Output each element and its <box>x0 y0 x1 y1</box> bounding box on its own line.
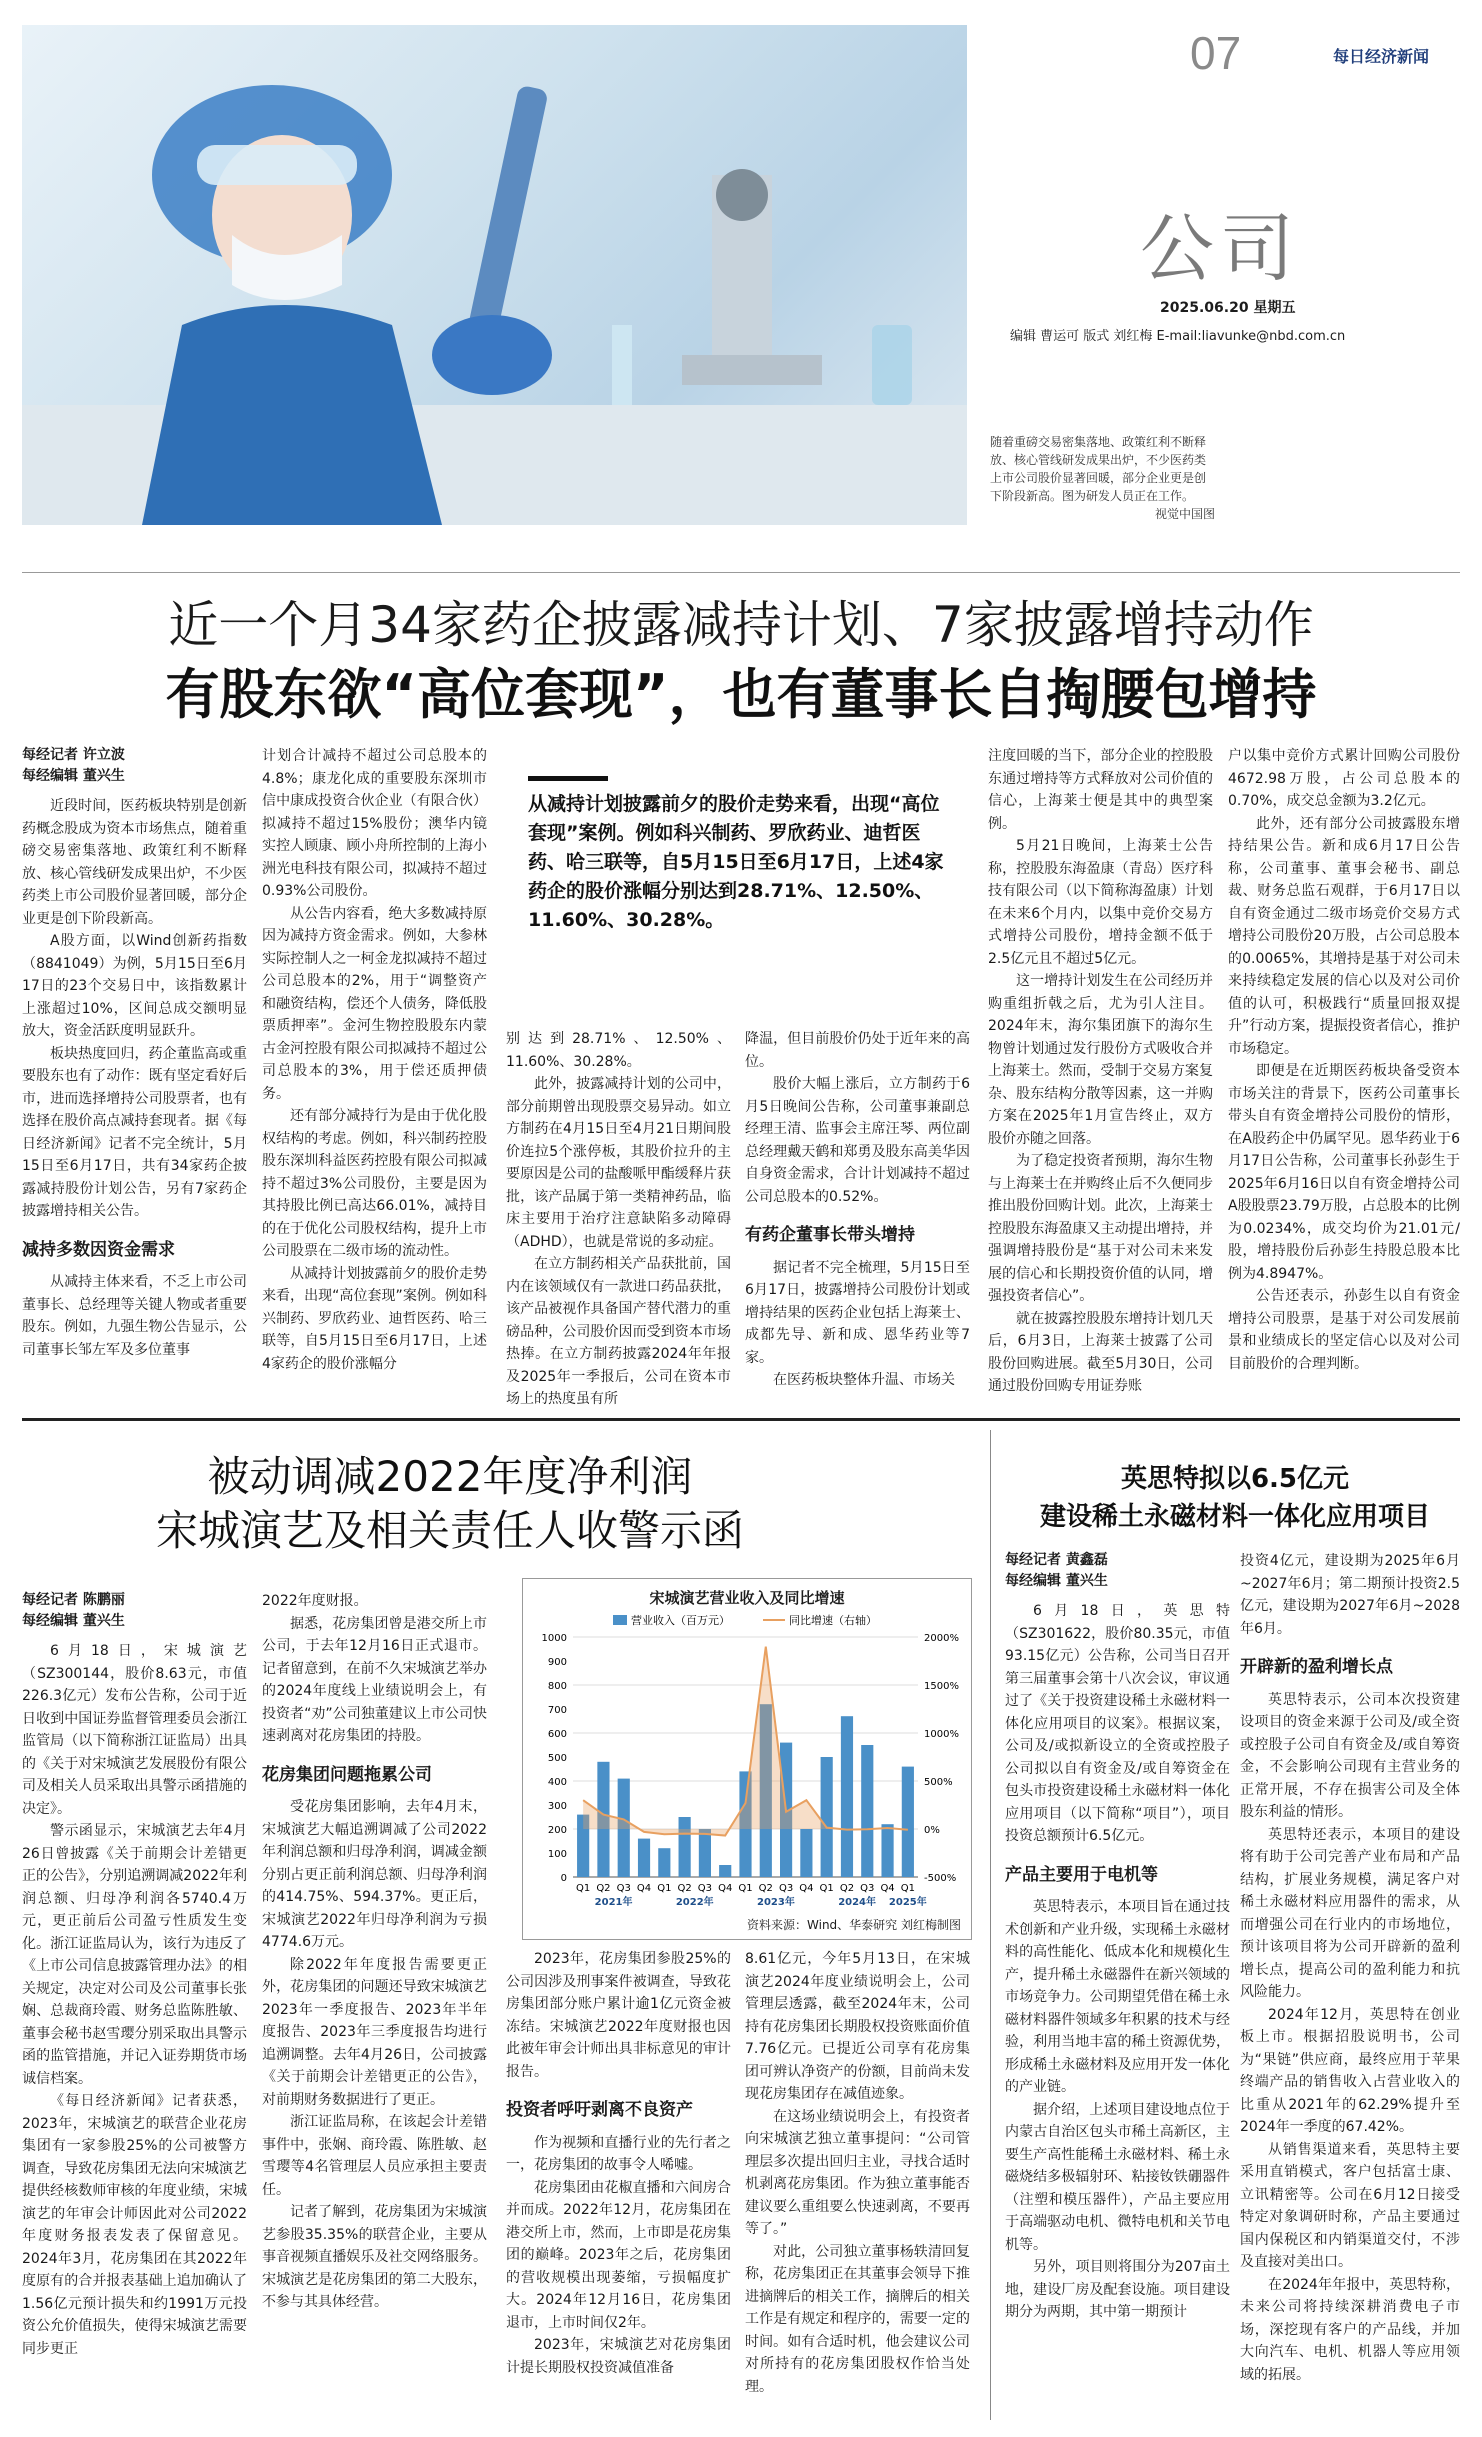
y2-tick-label: 2000% <box>924 1633 959 1644</box>
paragraph: 公告还表示，孙彭生以自有资金增持公司股票，是基于对公司发展前景和业绩成长的坚定信心以及对公司目前股价的合理判断。 <box>1228 1288 1460 1372</box>
paragraph: 还有部分减持行为是由于优化股权结构的考虑。例如，科兴制药控股股东深圳科益医药控股有限公司拟减持不超过3%公司股份，主要是因为其持股比例已高达66.01%，减持目的在于优化公司股权结构，提升上市公司股票在二级市场的流动性。 <box>262 1108 487 1259</box>
paragraph: 记者了解到，花房集团为宋城演艺参股35.35%的联营企业，主要从事音视频直播娱乐及社交网络服务。宋城演艺是花房集团的第二大股东，不参与其具体经营。 <box>262 2204 487 2310</box>
paragraph: 即便是在近期医药板块备受资本市场关注的背景下，医药公司董事长带头自有资金增持公司股份的情形，在A股药企中仍属罕见。恩华药业于6月17日公告称，公司董事长孙彭生于2025年6月16日以自有资金增持公司A股股票23.79万股，占总股本的比例为0.0234%，成交均价为21.01元/股，增持股份后孙彭生持股总股本比例为4.8947%。 <box>1228 1063 1460 1282</box>
paragraph: 从减持主体来看，不乏上市公司董事长、总经理等关键人物或者重要股东。例如，九强生物公告显示，公司董事长邹左军及多位董事 <box>22 1274 247 1358</box>
paragraph: 英思特表示，公司本次投资建设项目的资金来源于公司及/或全资或控股子公司自有资金及/或自筹资金，不会影响公司现有主营业务的正常开展，不存在损害公司及全体股东利益的情形。 <box>1240 1691 1460 1820</box>
y2-tick-label: 1500% <box>924 1681 959 1692</box>
y2-tick-label: 0% <box>924 1825 940 1836</box>
paragraph: 英思特还表示，本项目的建设将有助于公司完善产业布局和产品结构，扩展业务规模，满足客户对稀土永磁材料应用器件的需求，从而增强公司在行业内的市场地位，预计该项目将为公司开辟新的盈利增长点，提高公司的盈利能力和抗风险能力。 <box>1240 1826 1460 2000</box>
section-divider <box>22 1418 1460 1421</box>
revenue-bar <box>679 1817 691 1877</box>
subheading: 产品主要用于电机等 <box>1005 1864 1158 1885</box>
chart-canvas <box>523 1607 973 1937</box>
article2-headline <box>110 1450 790 1558</box>
paragraph: 近段时间，医药板块特别是创新药概念股成为资本市场焦点，随着重磅交易密集落地、政策红利不断释放、核心管线研发成果出炉，不少医药类上市公司股价显著回暖，部分企业更是创下阶段新高。 <box>22 798 247 927</box>
x-tick-label: Q1 <box>657 1883 672 1894</box>
x-tick-label: Q1 <box>738 1883 753 1894</box>
y-tick-label: 100 <box>547 1849 567 1860</box>
photo-caption <box>990 433 1215 523</box>
revenue-bar <box>881 1824 893 1877</box>
paragraph: 浙江证监局称，在该起会计差错事件中，张娴、商玲霞、陈胜敏、赵雪璎等4名管理层人员应承担主要责任。 <box>262 2114 487 2198</box>
revenue-bar <box>699 1829 711 1877</box>
paragraph: 作为视频和直播行业的先行者之一，花房集团的故事令人唏嘘。 <box>506 2134 731 2173</box>
y-tick-label: 800 <box>547 1681 567 1692</box>
y-tick-label: 200 <box>547 1825 567 1836</box>
y-tick-label: 0 <box>560 1873 567 1884</box>
paragraph: 降温，但目前股价仍处于近年来的高位。 <box>745 1031 970 1070</box>
paragraph: 警示函显示，宋城演艺去年4月26日曾披露《关于前期会计差错更正的公告》，分别追溯调减2022年利润总额、归母净利润各5740.4万元，更正前后公司盈亏性质发生变化。浙江证监局认为，该行为违反了《上市公司信息披露管理办法》的相关规定，决定对公司及公司董事长张娴、总裁商玲霞、财务总监陈胜敏、董事会秘书赵雪璎分别采取出具警示函的监管措施，并记入证券期货市场诚信档案。 <box>22 1823 247 2087</box>
revenue-bar <box>821 1757 833 1877</box>
paragraph: 英思特表示，本项目旨在通过技术创新和产业升级，实现稀土永磁材料的高性能化、低成本化和规模化生产，提升稀土永磁器件在新兴领域的市场竞争力。公司期望凭借在稀土永磁材料器件领域多年积累的技术与经验，利用当地丰富的稀土资源优势，形成稀土永磁材料及应用开发一体化的产业链。 <box>1005 1899 1230 2095</box>
subheading: 开辟新的盈利增长点 <box>1240 1657 1393 1677</box>
article1-col2 <box>262 745 487 1375</box>
paragraph: 从减持计划披露前夕的股价走势来看，出现“高位套现”案例。例如科兴制药、罗欣药业、迪哲医药、哈三联等，自5月15日至6月17日，上述4家药企的股价涨幅分 <box>262 1265 487 1372</box>
article2-headline-line2: 宋城演艺及相关责任人收警示函 <box>155 1506 744 1555</box>
revenue-bar <box>902 1767 914 1877</box>
paragraph: 受花房集团影响，去年4月末，宋城演艺大幅追溯调减了公司2022年利润总额和归母净利润，调减金额分别占更正前利润总额、归母净利润的414.75%、594.37%。更正后，宋城演艺2022年归母净利润为亏损4774.6万元。 <box>262 1799 487 1950</box>
year-label: 2025年 <box>888 1897 927 1908</box>
paragraph: 6月18日，英思特（SZ301622，股价80.35元，市值93.15亿元）公告称，公司当日召开第三届董事会第十八次会议，审议通过了《关于投资建设稀土永磁材料一体化应用项目的议案》。根据议案，公司及/或拟新设立的全资或控股子公司拟以自有资金及/或自筹资金在包头市投资建设稀土永磁材料一体化应用项目（以下简称“项目”），项目投资总额预计6.5亿元。 <box>1005 1603 1230 1844</box>
paragraph: 此外，披露减持计划的公司中，部分前期曾出现股票交易异动。如立方制药在4月15日至4月21日期间股价连拉5个涨停板，其股价拉升的主要原因是公司的盐酸哌甲酯缓释片获批，该产品属于第一类精神药品，临床主要用于治疗注意缺陷多动障碍（ADHD），也就是常说的多动症。 <box>506 1076 731 1250</box>
article1-headline-line1: 近一个月34家药企披露减持计划、7家披露增持动作 <box>168 596 1314 654</box>
section-title: 公司 <box>1140 206 1300 292</box>
reporter: 每经记者 黄鑫磊 <box>1005 1552 1108 1568</box>
article2-headline-line1: 被动调减2022年度净利润 <box>207 1452 693 1501</box>
paragraph: 板块热度回归，药企董监高或重要股东也有了动作：既有坚定看好后市，进而选择增持公司股票者，也有选择在股价高点减持套现者。据《每日经济新闻》记者不完全统计，5月15日至6月17日，共有34家药企披露减持股份计划公告，另有7家药企披露增持相关公告。 <box>22 1045 247 1219</box>
paragraph: 在2024年年报中，英思特称，未来公司将持续深耕消费电子市场，深挖现有客户的产品线，并加大向汽车、电机、机器人等应用领域的拓展。 <box>1240 2276 1460 2383</box>
paragraph: 户以集中竞价方式累计回购公司股份4672.98万股，占公司总股本的0.70%，成交总金额为3.2亿元。 <box>1228 748 1460 809</box>
paragraph: 从销售渠道来看，英思特主要采用直销模式，客户包括富士康、立讯精密等。公司在6月12日接受特定对象调研时称，产品主要通过国内保税区和内销渠道交付，不涉及直接对美出口。 <box>1240 2141 1460 2270</box>
lab-photo <box>22 25 967 525</box>
x-tick-label: Q2 <box>677 1883 692 1894</box>
article3-headline-line1: 英思特拟以6.5亿元 <box>1120 1464 1350 1494</box>
paragraph: A股方面，以Wind创新药指数（8841049）为例，5月15日至6月17日的23个交易日中，该指数累计上涨超过10%，区间总成交额明显放大，资金活跃度明显跃升。 <box>22 933 247 1039</box>
revenue-bar <box>719 1865 731 1877</box>
editor: 每经编辑 董兴生 <box>22 768 125 784</box>
revenue-bar <box>638 1839 650 1877</box>
caption-text: 随着重磅交易密集落地、政策红利不断释放、核心管线研发成果出炉，不少医药类上市公司股价显著回暖，部分企业更是创下阶段新高。图为研发人员正在工作。 <box>990 435 1207 503</box>
paragraph: 2022年度财报。 <box>262 1593 368 1609</box>
issue-date: 2025.06.20 星期五 <box>1160 300 1296 316</box>
x-tick-label: Q4 <box>880 1883 895 1894</box>
paragraph: 别达到28.71%、12.50%、11.60%、30.28%。 <box>506 1031 731 1070</box>
reporter: 每经记者 陈鹏丽 <box>22 1592 125 1608</box>
y-tick-label: 1000 <box>541 1633 567 1644</box>
paragraph: 2023年，宋城演艺对花房集团计提长期股权投资减值准备 <box>506 2337 731 2376</box>
paragraph: 据记者不完全梳理，5月15日至6月17日，披露增持公司股份计划或增持结果的医药企业包括上海莱士、成都先导、新和成、恩华药业等7家。 <box>745 1259 970 1366</box>
y2-tick-label: -500% <box>924 1873 957 1884</box>
article2-col2 <box>262 1590 487 2314</box>
editor: 每经编辑 董兴生 <box>1005 1573 1108 1589</box>
paragraph: 5月21日晚间，上海莱士公告称，控股股东海盈康（青岛）医疗科技有限公司（以下简称海盈康）计划在未来6个月内，以集中竞价交易方式增持公司股份，增持金额不低于2.5亿元且不超过5亿元。 <box>988 838 1213 967</box>
y-tick-label: 600 <box>547 1729 567 1740</box>
revenue-chart <box>522 1578 972 1940</box>
paragraph: 此外，还有部分公司披露股东增持结果公告。新和成6月17日公告称，公司董事、董事会秘书、副总裁、财务总监石观群，于6月17日以自有资金通过二级市场竞价交易方式增持公司股份20万股，占公司总股本的0.0065%，其增持是基于对公司未来持续稳定发展的信心以及对公司价值的认可，积极践行“质量回报双提升”行动方案，提振投资者信心，推护市场稳定。 <box>1228 815 1460 1057</box>
paragraph: 在这场业绩说明会上，有投资者向宋城演艺独立董事提问：“公司管理层多次提出回归主业，寻找合适时机剥离花房集团。作为独立董事能否建议要么重组要么快速剥离，不要再等了。” <box>745 2108 970 2237</box>
article2-col3 <box>506 1948 731 2379</box>
y-tick-label: 700 <box>547 1705 567 1716</box>
y-tick-label: 400 <box>547 1777 567 1788</box>
paragraph: 从公告内容看，绝大多数减持原因为减持方资金需求。例如，大参林实际控制人之一柯金龙拟减持不超过公司总股本的2%，用于“调整资产和融资结构，偿还个人债务，降低股票质押率”。金河生物控股股东内蒙古金河控股有限公司拟减持不超过公司总股本的3%，用于偿还质押债务。 <box>262 905 487 1102</box>
article3-headline <box>1000 1460 1470 1536</box>
editor-line: 编辑 曹运可 版式 刘红梅 E-mail:liavunke@nbd.com.cn <box>1010 329 1346 344</box>
caption-credit: 视觉中国图 <box>1154 507 1215 521</box>
legend-swatch-revenue <box>613 1615 627 1625</box>
subheading: 花房集团问题拖累公司 <box>262 1764 432 1785</box>
paragraph: 为了稳定投资者预期，海尔生物与上海莱士在并购终止后不久便同步推出股份回购计划。此次，上海莱士控股股东海盈康又主动提出增持，并强调增持股份是“基于对公司未来发展的信心和长期投资价值的认同，增强投资者信心”。 <box>988 1153 1213 1304</box>
paragraph: 在立方制药相关产品获批前，国内在该领域仅有一款进口药品获批，该产品被视作具备国产替代潜力的重磅品种，公司股价因而受到资本市场热捧。在立方制药披露2024年年报及2025年一季报后，公司在资本市场上的热度虽有所 <box>506 1256 731 1407</box>
paragraph: 另外，项目则将围分为207亩土地，建设厂房及配套设施。项目建设期分为两期，其中第一期预计 <box>1005 2259 1230 2320</box>
paragraph: 据介绍，上述项目建设地点位于内蒙古自治区包头市稀土高新区，主要生产高性能稀土永磁材料、稀土永磁烧结多极辐射环、粘接钕铁硼器件（注塑和模压器件），产品主要应用于高端驱动电机、微特电机和关节电机等。 <box>1005 2101 1230 2253</box>
y-tick-label: 300 <box>547 1801 567 1812</box>
revenue-bar <box>861 1745 873 1877</box>
revenue-bar <box>800 1829 812 1877</box>
x-tick-label: Q4 <box>799 1883 814 1894</box>
subheading: 投资者呼吁剥离不良资产 <box>506 2100 693 2120</box>
y-tick-label: 500 <box>547 1753 567 1764</box>
legend-label-revenue: 营业收入（百万元） <box>631 1614 730 1627</box>
subheading: 减持多数因资金需求 <box>22 1239 175 1260</box>
paragraph: 6月18日，宋城演艺（SZ300144，股价8.63元，市值226.3亿元）发布公告称，公司于近日收到中国证券监督管理委员会浙江监管局（以下简称浙江证监局）出具的《关于对宋城演艺发展股份有限公司及相关人员采取出具警示函措施的决定》。 <box>22 1643 247 1817</box>
column-divider <box>990 1430 991 2420</box>
article1-col6 <box>1228 745 1460 1375</box>
x-tick-label: Q2 <box>758 1883 773 1894</box>
paragraph: 注度回暖的当下，部分企业的控股股东通过增持等方式释放对公司价值的信心，上海莱士便是其中的典型案例。 <box>988 748 1213 832</box>
year-label: 2021年 <box>594 1897 633 1908</box>
x-tick-label: Q3 <box>860 1883 875 1894</box>
paragraph: 《每日经济新闻》记者获悉，2023年，宋城演艺的联营企业花房集团有一家参股25%的公司被警方调查，导致花房集团无法向宋城演艺提供经核数师审核的年度业绩，宋城演艺的年审会计师因此对公司2022年度财务报表发表了保留意见。2024年3月，花房集团在其2022年度原有的合并报表基础上追加确认了1.56亿元预计损失和约1991万元投资公允价值损失，使得宋城演艺需要同步更正 <box>22 2093 247 2357</box>
paragraph: 据悉，花房集团曾是港交所上市公司，于去年12月16日正式退市。记者留意到，在前不久宋城演艺举办的2024年度线上业绩说明会上，有投资者“劝”公司独董建议上市公司快速剥离对花房集团的持股。 <box>262 1615 487 1744</box>
growth-area <box>583 1647 908 1836</box>
year-label: 2023年 <box>757 1897 795 1908</box>
article3-col1 <box>1005 1550 1230 2324</box>
chart-source: 资料来源：Wind、华泰研究 刘红梅制图 <box>747 1918 961 1932</box>
divider <box>22 572 1460 573</box>
revenue-bar <box>658 1848 670 1877</box>
x-tick-label: Q3 <box>616 1883 631 1894</box>
article2-col1 <box>22 1590 247 2360</box>
paragraph: 2024年12月，英思特在创业板上市。根据招股说明书，公司为“果链”供应商，最终应用于苹果终端产品的销售收入占营业收入的比重从2021年的62.29%提升至2024年一季度的67.42%。 <box>1240 2006 1460 2135</box>
paragraph: 在医药板块整体升温、市场关 <box>773 1372 955 1388</box>
x-tick-label: Q3 <box>778 1883 794 1894</box>
x-tick-label: Q4 <box>636 1883 652 1894</box>
year-label: 2022年 <box>675 1897 714 1908</box>
x-tick-label: Q1 <box>576 1883 591 1894</box>
paragraph: 除2022年年度报告需要更正外，花房集团的问题还导致宋城演艺2023年一季度报告、2023年半年度报告、2023年三季度报告均进行追溯调整。去年4月26日，公司披露《关于前期会计差错更正的公告》，对前期财务数据进行了更正。 <box>262 1956 487 2108</box>
paragraph: 花房集团由花椒直播和六间房合并而成。2022年12月，花房集团在港交所上市，然而，上市即是花房集团的巅峰。2023年之后，花房集团的营收规模出现萎缩，亏损幅度扩大。2024年12月16日，花房集团退市，上市时间仅2年。 <box>506 2179 731 2331</box>
legend-label-growth: 同比增速（右轴） <box>789 1614 877 1627</box>
x-tick-label: Q1 <box>900 1883 915 1894</box>
paragraph: 2023年，花房集团参股25%的公司因涉及刑事案件被调查，导致花房集团部分账户累计逾1亿元资金被冻结。宋城演艺2022年度财报也因此被年审会计师出具非标意见的审计报告。 <box>506 1951 731 2080</box>
editor: 每经编辑 董兴生 <box>22 1613 125 1629</box>
article1-headline-line2: 有股东欲“高位套现”，也有董事长自掏腰包增持 <box>165 663 1317 726</box>
article3-col2 <box>1240 1550 1460 2386</box>
paragraph: 计划合计减持不超过公司总股本的4.8%；康龙化成的重要股东深圳市信中康成投资合伙企业（有限合伙）拟减持不超过15%股份；澳华内镜实控人顾康、顾小舟所控制的上海小洲光电科技有限公司，拟减持不超过0.93%公司股份。 <box>262 748 487 899</box>
x-tick-label: Q1 <box>819 1883 834 1894</box>
y2-tick-label: 1000% <box>924 1729 959 1740</box>
reporter: 每经记者 许立波 <box>22 747 125 763</box>
article3-headline-line2: 建设稀土永磁材料一体化应用项目 <box>1039 1502 1430 1532</box>
paragraph: 这一增持计划发生在公司经历并购重组折戟之后，尤为引人注目。2024年末，海尔集团旗下的海尔生物曾计划通过发行股份方式吸收合并上海莱士。然而，受制于交易方案复杂、股东结构分散等因素，这一并购方案在2025年1月宣告终止，双方股价亦随之回落。 <box>988 973 1213 1147</box>
paragraph: 股价大幅上涨后，立方制药于6月5日晚间公告称，公司董事兼副总经理王清、监事会主席汪琴、两位副总经理戴天鹤和郑勇及股东高美华因自身资金需求，合计计划减持不超过公司总股本的0.52%。 <box>745 1076 970 1205</box>
y-tick-label: 900 <box>547 1657 567 1668</box>
x-tick-label: Q4 <box>718 1883 733 1894</box>
article1-col5 <box>988 745 1213 1398</box>
y2-tick-label: 500% <box>924 1777 953 1788</box>
pull-quote: 从减持计划披露前夕的股价走势来看，出现“高位套现”案例。例如科兴制药、罗欣药业、迪哲医药、哈三联等，自5月15日至6月17日，上述4家药企的股价涨幅分别达到28.71%、12.50%、11.60%、30.28%。 <box>528 790 948 935</box>
year-label: 2024年 <box>838 1897 877 1908</box>
article2-col4 <box>745 1948 970 2398</box>
x-tick-label: Q3 <box>697 1883 713 1894</box>
article1-col3 <box>506 1028 731 1411</box>
article1-col1 <box>22 745 247 1361</box>
revenue-bar <box>841 1716 853 1877</box>
paragraph: 就在披露控股股东增持计划几天后，6月3日，上海莱士披露了公司股份回购进展。截至5月30日，公司通过股份回购专用证券账 <box>988 1310 1213 1394</box>
subheading: 有药企董事长带头增持 <box>745 1225 915 1245</box>
article1-col4 <box>745 1028 970 1392</box>
x-tick-label: Q2 <box>839 1883 855 1894</box>
page-number: 07 <box>1190 27 1242 79</box>
paragraph: 8.61亿元，今年5月13日，在宋城演艺2024年度业绩说明会上，公司管理层透露，截至2024年末，公司持有花房集团长期股权投资账面价值7.76亿元。已提近公司享有花房集团可辨认净资产的份额，目前尚未发现花房集团存在减值迹象。 <box>745 1951 970 2102</box>
paragraph: 投资4亿元，建设期为2025年6月~2027年6月；第二期预计投资2.5亿元，建设期为2027年6月~2028年6月。 <box>1240 1553 1460 1637</box>
paragraph: 对此，公司独立董事杨轶清回复称，花房集团正在其董事会领导下推进摘牌后的相关工作，摘牌后的相关工作是有规定和程序的，需要一定的时间。如有合适时机，他会建议公司对所持有的花房集团股权作恰当处理。 <box>745 2243 970 2395</box>
paper-name: 每日经济新闻 <box>1333 47 1430 66</box>
chart-title: 宋城演艺营业收入及同比增速 <box>649 1589 845 1607</box>
x-tick-label: Q2 <box>596 1883 611 1894</box>
